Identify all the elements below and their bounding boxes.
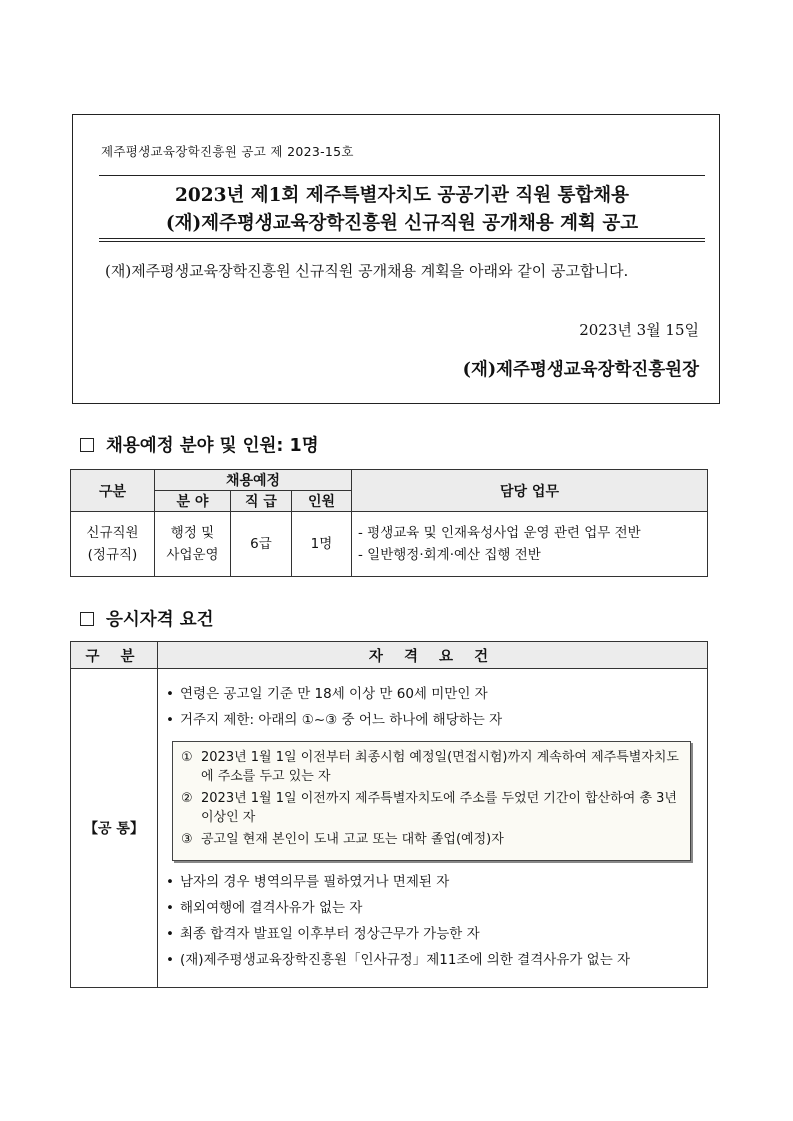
table-row [71,669,708,988]
header-field: 분 야 [155,491,231,512]
header-requirements: 자 격 요 건 [158,642,708,669]
requirement-item [166,947,697,973]
requirement-item [166,895,697,921]
title-rule-bottom [99,238,705,239]
residence-conditions-box [172,741,691,861]
bullet-icon: • [166,926,174,942]
cell-count: 1명 [292,512,352,577]
title-rule-bottom-double [99,241,705,242]
positions-table [70,469,708,577]
header-plan: 채용예정 [155,470,352,491]
notice-issuer: (재)제주평생교육장학진흥원장 [462,360,699,380]
requirement-text: 남자의 경우 병역의무를 필하였거나 면제된 자 [180,874,450,890]
condition-mark: ① [181,750,193,765]
field-line2: 사업운영 [166,547,219,563]
bullet-icon: • [166,952,174,968]
notice-title-line1: 2023년 제1회 제주특별자치도 공공기관 직원 통합채용 [175,185,629,206]
header-count: 인원 [292,491,352,512]
section-heading-text: 채용예정 분야 및 인원: 1명 [106,436,319,456]
eligibility-table [70,641,708,988]
requirement-item [166,681,697,707]
requirement-text: (재)제주평생교육장학진흥원「인사규정」제11조에 의한 결격사유가 없는 자 [180,952,631,968]
requirement-item [166,921,697,947]
notice-title-line2: (재)제주평생교육장학진흥원 신규직원 공개채용 계획 공고 [165,213,639,234]
field-line1: 행정 및 [170,525,215,541]
notice-body: (재)제주평생교육장학진흥원 신규직원 공개채용 계획을 아래와 같이 공고합니다. [105,262,629,280]
residence-condition [181,789,682,827]
cell-duties [352,512,708,577]
cell-category [71,512,155,577]
requirement-text: 연령은 공고일 기준 만 18세 이상 만 60세 미만인 자 [180,686,488,702]
header-category: 구분 [71,470,155,512]
requirement-item [166,707,697,733]
header-category: 구 분 [71,642,158,669]
notice-header-box [72,114,720,404]
checkbox-icon [80,612,94,626]
bullet-icon: • [166,686,174,702]
title-rule-top [99,175,705,176]
category-line2: (정규직) [87,547,138,563]
cell-grade: 6급 [231,512,292,577]
residence-condition [181,830,682,849]
checkbox-icon [80,438,94,452]
bullet-icon: • [166,900,174,916]
bullet-icon: • [166,712,174,728]
condition-mark: ③ [181,832,193,847]
condition-text: 공고일 현재 본인이 도내 고교 또는 대학 졸업(예정)자 [201,832,504,847]
duty-item: - 일반행정·회계·예산 집행 전반 [358,547,541,563]
notice-number: 제주평생교육장학진흥원 공고 제 2023-15호 [101,144,354,159]
condition-text: 2023년 1월 1일 이전까지 제주특별자치도에 주소를 두었던 기간이 합산하여 총 3년 이상인 자 [201,791,677,825]
residence-condition [181,748,682,786]
condition-mark: ② [181,791,193,806]
duty-item: - 평생교육 및 인재육성사업 운영 관련 업무 전반 [358,525,641,541]
requirement-text: 최종 합격자 발표일 이후부터 정상근무가 가능한 자 [180,926,480,942]
requirement-text: 거주지 제한: 아래의 ①~③ 중 어느 하나에 해당하는 자 [180,712,503,728]
cell-field [155,512,231,577]
bullet-icon: • [166,874,174,890]
requirement-item [166,869,697,895]
category-line1: 신규직원 [86,525,139,541]
requirement-text: 해외여행에 결격사유가 없는 자 [180,900,363,916]
notice-date: 2023년 3월 15일 [579,321,699,339]
table-row [71,512,708,577]
section-heading-positions [80,432,319,457]
condition-text: 2023년 1월 1일 이전부터 최종시험 예정일(면접시험)까지 계속하여 제주특별자치도에 주소를 두고 있는 자 [201,750,679,784]
section-heading-text: 응시자격 요건 [106,610,214,630]
header-duties: 담당 업무 [352,470,708,512]
header-grade: 직 급 [231,491,292,512]
row-label: 【공 통】 [71,669,158,988]
requirements-cell [158,669,708,988]
section-heading-eligibility [80,606,214,631]
